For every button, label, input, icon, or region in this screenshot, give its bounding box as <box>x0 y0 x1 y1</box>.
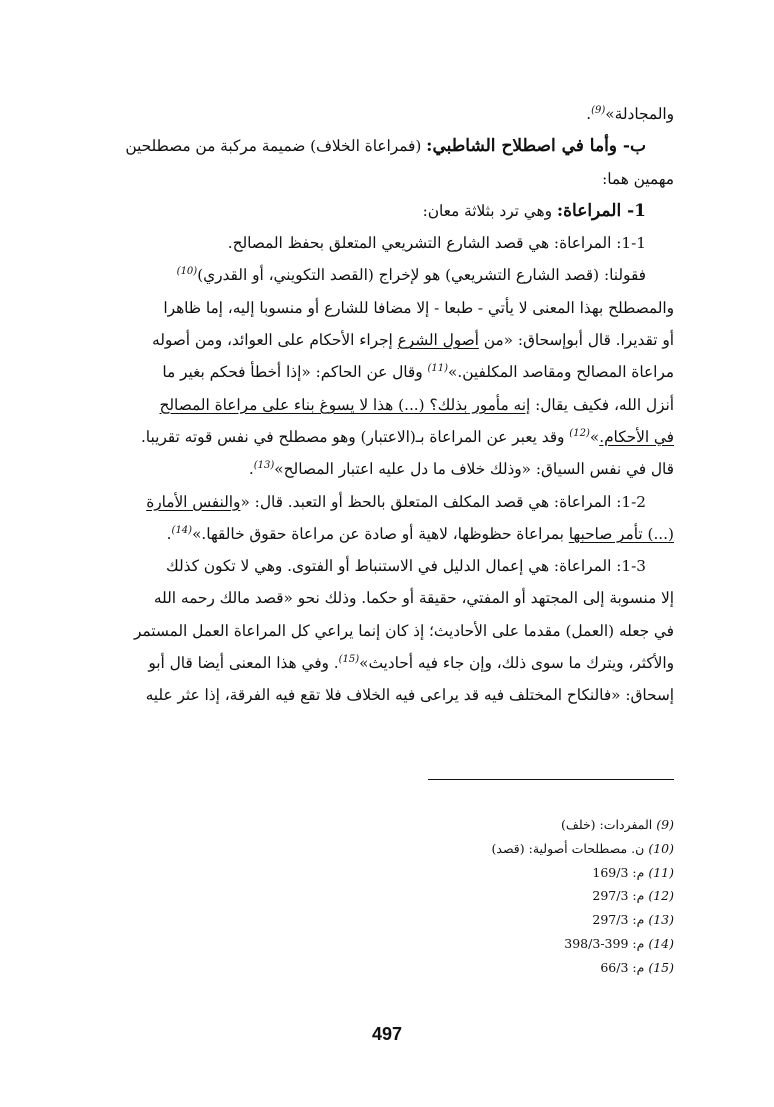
text-line <box>100 679 674 711</box>
text-line <box>100 550 674 582</box>
footnote-text: م: 399-398/3 <box>564 935 649 951</box>
text-line <box>100 356 674 388</box>
footnote-ref[interactable]: (12) <box>569 427 590 439</box>
footnote-number: (9) <box>656 817 674 832</box>
text-line <box>100 292 674 324</box>
text-run: 1-2: المراعاة: هي قصد المكلف المتعلق بالحظ أو التعبد. قال: « <box>240 492 646 511</box>
footnote-text: م: 66/3 <box>600 959 649 975</box>
underlined-text: إنه مأمور بذلك؟ (...) هذا لا يسوغ بناء على مراعاة المصالح <box>159 395 531 414</box>
text-line <box>100 163 674 195</box>
text-run: وقال عن الحاكم: «إذا أخطأ فحكم بغير ما <box>162 363 428 382</box>
footnote-number: (11) <box>648 864 674 880</box>
footnote-ref[interactable]: (9) <box>591 104 606 116</box>
text-run: إلا منسوبة إلى المجتهد أو المفتي، حقيقة أو حكما. وذلك نحو «قصد مالك رحمه الله <box>153 589 674 608</box>
text-line <box>100 518 674 550</box>
footnote-item <box>274 813 674 837</box>
underlined-text: أصول الشرع <box>397 331 479 350</box>
text-run: مراعاة المصالح ومقاصد المكلفين.» <box>448 363 674 382</box>
underlined-text: في الأحكام. <box>599 427 674 446</box>
text-line <box>100 615 674 647</box>
text-run: . وفي هذا المعنى أيضا قال أبو <box>148 654 339 673</box>
text-run: . <box>586 105 592 123</box>
text-line <box>100 582 674 614</box>
footnote-number: (15) <box>648 959 674 975</box>
text-run: قال في نفس السياق: «وذلك خلاف ما دل عليه اعتبار المصالح» <box>274 460 674 479</box>
page-number: 497 <box>371 1024 403 1044</box>
footnote-text: المفردات: (خلف) <box>561 817 657 832</box>
footnote-item <box>274 837 674 861</box>
text-line <box>100 421 674 453</box>
main-text <box>100 98 674 712</box>
text-run: (فمراعاة الخلاف) ضميمة مركبة من مصطلحين <box>125 137 427 156</box>
footnote-number: (13) <box>648 912 674 928</box>
subsection-heading: 1- المراعاة: <box>556 200 646 221</box>
text-run: والمجادلة» <box>605 105 674 123</box>
footnote-item <box>274 908 674 932</box>
footnote-number: (12) <box>648 888 674 904</box>
text-run: » <box>589 427 600 446</box>
text-run: مهمين هما: <box>602 169 674 188</box>
text-run: بمراعاة حظوظها، لاهية أو صادة عن مراعاة حقوق خالقها.» <box>192 524 569 543</box>
text-run: والأكثر، ويترك ما سوى ذلك، وإن جاء فيه أحاديث» <box>359 654 674 673</box>
footnote-ref[interactable]: (10) <box>176 266 198 278</box>
footnote-item <box>274 956 674 980</box>
underlined-text: والنفس الأمارة <box>146 492 241 511</box>
footnote-item <box>274 884 674 908</box>
text-run: . <box>166 524 172 543</box>
footnote-separator <box>428 779 674 780</box>
text-run: وقد يعبر عن المراعاة بـ(الاعتبار) وهو مصطلح في نفس قوته تقريبا. <box>140 427 570 446</box>
text-run: في جعله (العمل) مقدما على الأحاديث؛ إذ كان إنما يراعي كل المراعاة العمل المستمر <box>133 621 674 640</box>
text-run: إجراء الأحكام على العوائد، ومن أصوله <box>152 331 398 350</box>
footnote-item <box>274 932 674 956</box>
footnote-text: م: 297/3 <box>592 888 649 904</box>
text-run: والمصطلح بهذا المعنى لا يأتي - طبعا - إلا مضافا للشارع أو منسوبا إليه، إما ظاهرا <box>163 298 674 317</box>
footnote-number: (10) <box>648 840 674 856</box>
text-run: 1-3: المراعاة: هي إعمال الدليل في الاستنباط أو الفتوى. وهي لا تكون كذلك <box>166 557 646 576</box>
footnote-text: م: 169/3 <box>592 864 649 880</box>
underlined-text: (...) تأمر صاحبها <box>568 524 674 543</box>
text-line <box>100 259 674 291</box>
text-line <box>100 453 674 485</box>
footnotes <box>274 813 674 980</box>
text-line <box>100 130 674 162</box>
footnote-ref[interactable]: (13) <box>253 460 275 472</box>
footnote-text: م: 297/3 <box>592 912 649 928</box>
text-line <box>100 195 674 227</box>
footnote-ref[interactable]: (14) <box>171 524 193 536</box>
text-line <box>100 98 674 130</box>
text-line <box>100 324 674 356</box>
text-run: فقولنا: (قصد الشارع التشريعي) هو لإخراج (القصد التكويني، أو القدري) <box>197 266 646 285</box>
text-run: 1-1: المراعاة: هي قصد الشارع التشريعي المتعلق بحفظ المصالح. <box>227 234 646 253</box>
text-line <box>100 486 674 518</box>
text-run: أو تقديرا. قال أبوإسحاق: «من <box>478 331 674 350</box>
text-run: . <box>248 460 254 479</box>
footnote-ref[interactable]: (11) <box>427 363 449 375</box>
text-run: إسحاق: «فالنكاح المختلف فيه قد يراعى فيه الخلاف فلا تقع فيه الفرقة، إذا عثر عليه <box>145 686 674 705</box>
text-line <box>100 647 674 679</box>
footnote-text: ن. مصطلحات أصولية: (قصد) <box>491 840 649 856</box>
footnote-number: (14) <box>648 935 674 951</box>
text-line <box>100 389 674 421</box>
footnote-item <box>274 861 674 885</box>
section-heading: ب- وأما في اصطلاح الشاطبي: <box>426 136 646 157</box>
text-run: وهي ترد بثلاثة معان: <box>422 201 557 220</box>
text-line <box>100 227 674 259</box>
text-run: أنزل الله، فكيف يقال: <box>530 395 674 414</box>
footnote-ref[interactable]: (15) <box>338 653 360 665</box>
